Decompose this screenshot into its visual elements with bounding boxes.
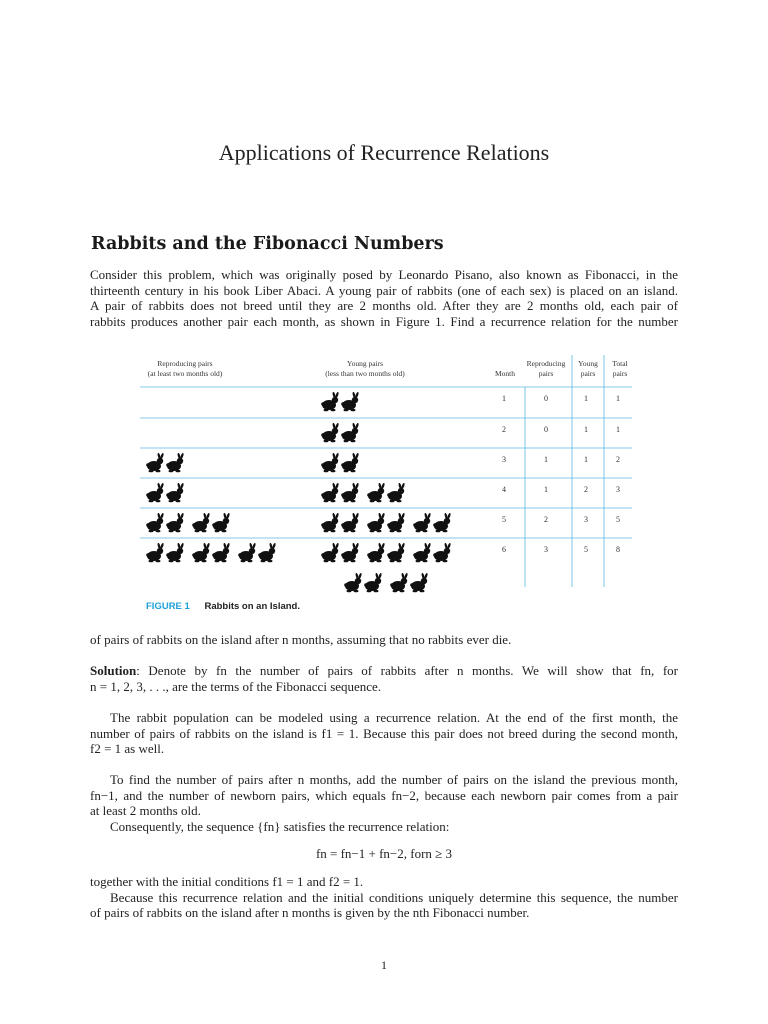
rabbit-pair-icon — [343, 573, 383, 593]
young-rabbits — [320, 453, 360, 473]
rabbit-pair-icon — [412, 543, 452, 563]
young-rabbits — [320, 513, 452, 533]
initial-paragraph — [90, 874, 678, 921]
intro-line-4: rabbits produces another pair each month, as shown in Figure 1. Find a recurrence relation for the number — [90, 313, 678, 329]
cell-young: 1 — [584, 425, 588, 434]
intro-paragraph — [90, 267, 678, 329]
young-rabbits — [320, 543, 452, 563]
figure-rabbits-table — [140, 355, 640, 595]
rabbit-pair-icon — [320, 453, 360, 473]
rabbit-pair-icon — [145, 513, 185, 533]
intro-line-3: A pair of rabbits does not breed until they are 2 months old. After they are 2 months old, each pair of — [90, 298, 678, 313]
cell-month: 2 — [502, 425, 506, 434]
find-paragraph — [90, 772, 678, 834]
cell-reproducing: 3 — [544, 545, 548, 554]
recurrence-equation: fn = fn−1 + fn−2, forn ≥ 3 — [315, 846, 453, 861]
cell-young: 3 — [584, 515, 588, 524]
header-col-total: Total pairs — [612, 359, 628, 378]
page-title: Applications of Recurrence Relations — [218, 140, 550, 165]
solution-line-2: n = 1, 2, 3, . . ., are the terms of the Fibonacci sequence. — [90, 678, 382, 694]
cell-young: 2 — [584, 485, 588, 494]
rabbit-pair-icon — [320, 483, 360, 503]
initial-line-3: of pairs of rabbits on the island after n months is given by the nth Fibonacci number. — [90, 905, 530, 920]
rabbit-pair-icon — [191, 513, 231, 533]
figure-caption-text: Rabbits on an Island. — [204, 601, 300, 612]
reproducing-rabbits — [145, 543, 277, 563]
figure-caption-label: FIGURE 1 — [146, 601, 190, 612]
young-rabbits — [320, 483, 406, 503]
cell-reproducing: 1 — [544, 485, 548, 494]
section-heading: Rabbits and the Fibonacci Numbers — [91, 234, 444, 254]
find-line-4: Consequently, the sequence {fn} satisfies the recurrence relation: — [110, 818, 450, 834]
figure-caption — [146, 601, 300, 612]
cell-month: 5 — [502, 515, 506, 524]
reproducing-rabbits — [145, 453, 185, 473]
cell-reproducing: 2 — [544, 515, 548, 524]
initial-line-1: together with the initial conditions f1 = 1 and f2 = 1. — [90, 874, 364, 889]
header-young-pairs: Young pairs (less than two months old) — [325, 359, 405, 378]
cell-total: 3 — [616, 485, 620, 494]
reproducing-rabbits — [145, 513, 231, 533]
cell-young: 5 — [584, 545, 588, 554]
rabbit-pair-icon — [366, 483, 406, 503]
rabbit-pair-icon — [145, 453, 185, 473]
solution-line-1: : Denote by fn the number of pairs of rabbits after n months. We will show that fn, for — [136, 663, 678, 678]
cell-month: 1 — [502, 394, 506, 403]
intro-line-2: thirteenth century in his book Liber Abaci. A young pair of rabbits (one of each sex) is placed on an island. — [90, 282, 678, 298]
find-line-2: fn−1, and the number of newborn pairs, which equals fn−2, because each newborn pair comes from a pair — [90, 787, 678, 803]
solution-paragraph — [90, 663, 678, 694]
rabbit-pair-icon — [320, 392, 360, 412]
cell-total: 1 — [616, 394, 620, 403]
cell-young: 1 — [584, 394, 588, 403]
cell-total: 8 — [616, 545, 620, 554]
initial-line-2: Because this recurrence relation and the initial conditions uniquely determine this sequence, the number — [110, 889, 678, 905]
cell-total: 1 — [616, 425, 620, 434]
rabbit-pair-icon — [191, 543, 231, 563]
cell-young: 1 — [584, 455, 588, 464]
find-line-3: at least 2 months old. — [90, 803, 201, 818]
rabbit-pair-icon — [320, 423, 360, 443]
cell-reproducing: 0 — [544, 394, 548, 403]
after-figure-line: of pairs of rabbits on the island after n months, assuming that no rabbits ever die. — [90, 632, 512, 647]
rabbit-pair-icon — [320, 543, 360, 563]
header-col-reproducing: Reproducing pairs — [526, 359, 566, 378]
header-col-young: Young pairs — [578, 359, 598, 378]
rabbit-pair-icon — [366, 543, 406, 563]
model-line-1: The rabbit population can be modeled using a recurrence relation. At the end of the first month, the — [110, 710, 678, 725]
young-rabbits — [320, 423, 360, 443]
cell-reproducing: 1 — [544, 455, 548, 464]
intro-line-1: Consider this problem, which was originally posed by Leonardo Pisano, also known as Fibonacci, in the — [90, 267, 678, 282]
cell-reproducing: 0 — [544, 425, 548, 434]
cell-month: 4 — [502, 485, 506, 494]
reproducing-rabbits — [145, 483, 185, 503]
rabbit-pair-icon — [145, 543, 185, 563]
model-line-2: number of pairs of rabbits on the island is f1 = 1. Because this pair does not breed during the second month, — [90, 725, 678, 741]
cell-total: 5 — [616, 515, 620, 524]
rabbit-pair-icon — [145, 483, 185, 503]
young-rabbits-overflow — [343, 573, 429, 593]
rabbit-pair-icon — [237, 543, 277, 563]
cell-month: 6 — [502, 545, 506, 554]
after-figure-paragraph — [90, 632, 678, 648]
header-month: Month — [494, 369, 515, 378]
cell-total: 2 — [616, 455, 620, 464]
page-number: 1 — [381, 958, 387, 972]
cell-month: 3 — [502, 455, 506, 464]
model-paragraph — [90, 710, 678, 757]
rabbit-pair-icon — [366, 513, 406, 533]
header-reproducing-pairs: Reproducing pairs (at least two months old) — [147, 359, 223, 378]
young-rabbits — [320, 392, 360, 412]
rabbit-pair-icon — [412, 513, 452, 533]
solution-label: Solution — [90, 663, 137, 678]
rabbit-pair-icon — [389, 573, 429, 593]
rabbit-pair-icon — [320, 513, 360, 533]
find-line-1: To find the number of pairs after n months, add the number of pairs on the island the previous month, — [110, 772, 678, 787]
model-line-3: f2 = 1 as well. — [90, 741, 165, 756]
